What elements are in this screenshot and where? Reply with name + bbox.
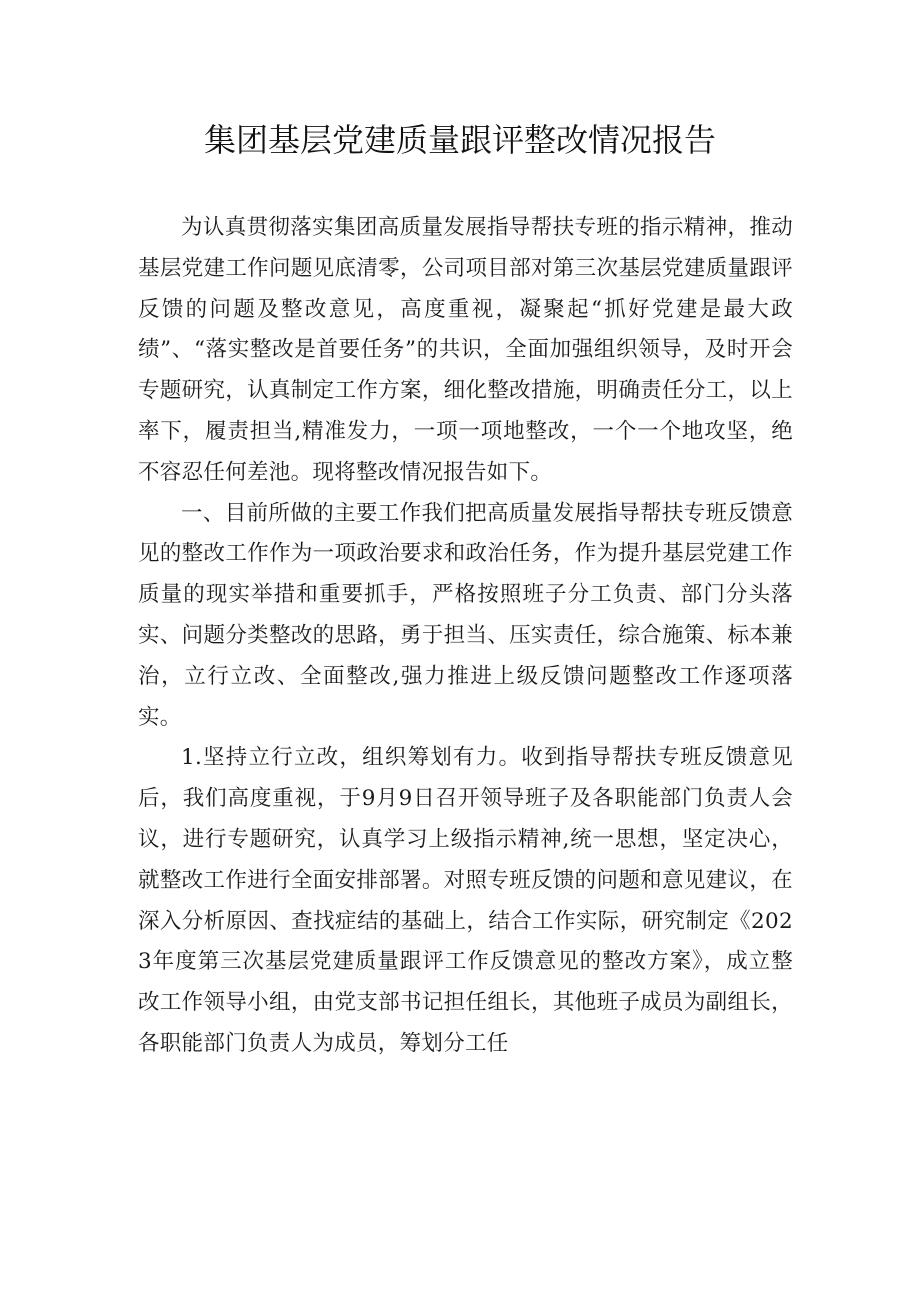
- paragraph-section-one: 一、目前所做的主要工作我们把高质量发展指导帮扶专班反馈意见的整改工作作为一项政治要求和政治任务，作为提升基层党建工作质量的现实举措和重要抓手，严格按照班子分工负责、部门分头落实、问题分类整改的思路，勇于担当、压实责任，综合施策、标本兼治，立行立改、全面整改,强力推进上级反馈问题整改工作逐项落实。: [138, 500, 793, 730]
- document-title: 集团基层党建质量跟评整改情况报告: [203, 121, 716, 159]
- paragraph-intro: 为认真贯彻落实集团高质量发展指导帮扶专班的指示精神，推动基层党建工作问题见底清零，公司项目部对第三次基层党建质量跟评反馈的问题及整改意见，高度重视，凝聚起“抓好党建是最大政绩”、“落实整改是首要任务”的共识，全面加强组织领导，及时开会专题研究，认真制定工作方案，细化整改措施，明确责任分工，以上率下，履责担当,精准发力，一项一项地整改，一个一个地攻坚，绝不容忍任何差池。现将整改情况报告如下。: [138, 215, 793, 485]
- paragraph-item-one: 1.坚持立行立改，组织筹划有力。收到指导帮扶专班反馈意见后，我们高度重视，于9月9日召开领导班子及各职能部门负责人会议，进行专题研究，认真学习上级指示精神,统一思想，坚定决心，就整改工作进行全面安排部署。对照专班反馈的问题和意见建议，在深入分析原因、查找症结的基础上，结合工作实际，研究制定《2023年度第三次基层党建质量跟评工作反馈意见的整改方案》，成立整改工作领导小组，由党支部书记担任组长，其他班子成员为副组长，各职能部门负责人为成员，筹划分工任: [138, 745, 793, 1056]
- document-body: [138, 208, 793, 1065]
